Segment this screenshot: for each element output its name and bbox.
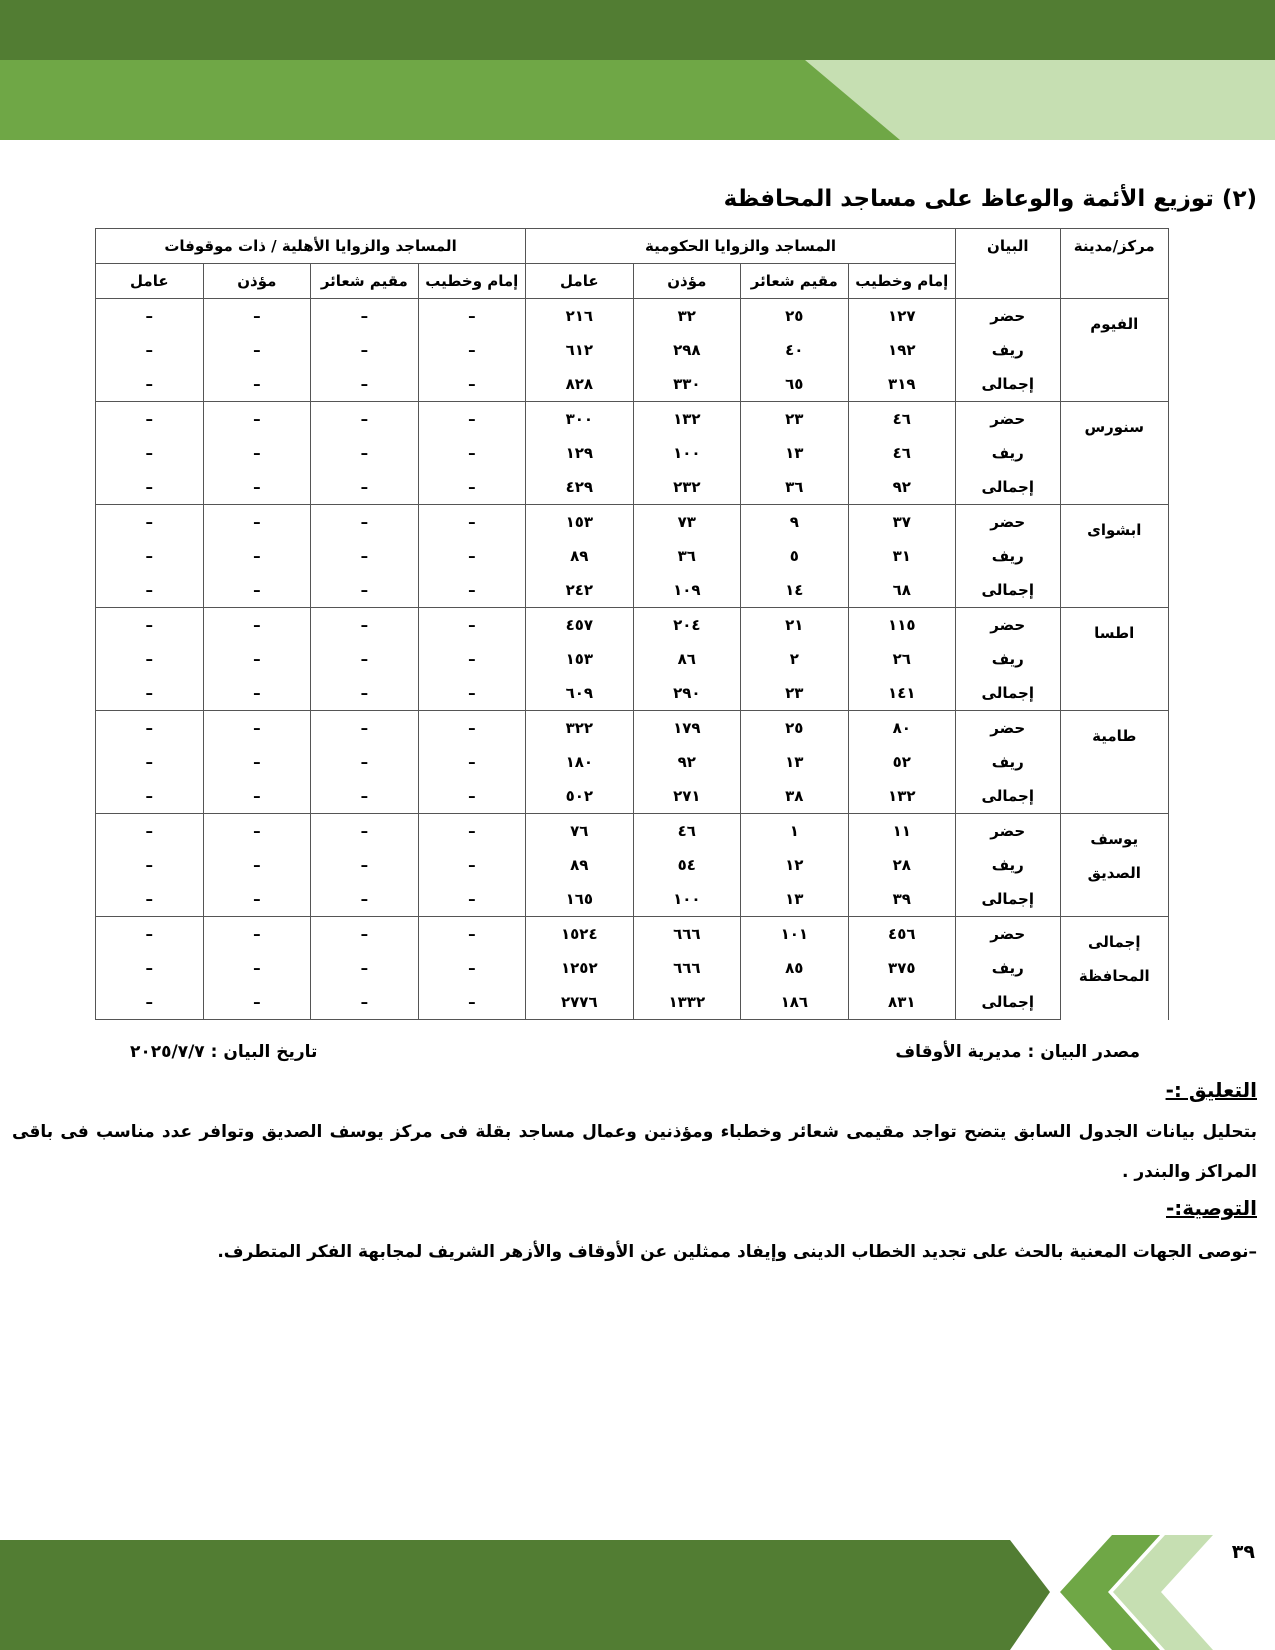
gov-value-cell: ٩٢ — [848, 470, 955, 505]
private-value-cell: – — [418, 470, 525, 505]
gov-value-cell: ٩ — [741, 505, 848, 540]
private-value-cell: – — [203, 951, 310, 985]
center-name-line: اطسا — [1094, 624, 1135, 642]
private-value-cell: – — [96, 848, 204, 882]
gov-value-cell: ٦٥ — [741, 367, 848, 402]
private-value-cell: – — [418, 779, 525, 814]
table-row — [96, 985, 1169, 1020]
row-label-cell: إجمالى — [956, 470, 1060, 505]
header-priv-muezzin: مؤذن — [203, 264, 310, 299]
private-value-cell: – — [203, 917, 310, 952]
table-row — [96, 436, 1169, 470]
data-date: تاريخ البيان : ٢٠٢٥/٧/٧ — [130, 1042, 318, 1062]
center-name-line: الصديق — [1087, 864, 1141, 882]
row-label-cell: ريف — [956, 745, 1060, 779]
gov-value-cell: ٥ — [741, 539, 848, 573]
table-row — [96, 848, 1169, 882]
header-banner — [0, 0, 1275, 140]
private-value-cell: – — [418, 711, 525, 746]
table-row — [96, 505, 1169, 540]
table-row — [96, 882, 1169, 917]
center-name-cell — [1060, 608, 1169, 711]
header-center: مركز/مدينة — [1060, 229, 1169, 299]
private-value-cell: – — [96, 608, 204, 643]
row-label-cell: إجمالى — [956, 367, 1060, 402]
private-value-cell: – — [418, 436, 525, 470]
header-gov-worker: عامل — [526, 264, 634, 299]
footer-banner — [0, 1535, 1275, 1650]
comment-heading: التعليق :- — [1165, 1078, 1257, 1102]
gov-value-cell: ٣٧ — [848, 505, 955, 540]
gov-value-cell: ٢١ — [741, 608, 848, 643]
gov-value-cell: ٥٤ — [633, 848, 740, 882]
gov-value-cell: ٣٣٠ — [633, 367, 740, 402]
gov-value-cell: ١٦٥ — [526, 882, 634, 917]
recommendation-heading: التوصية:- — [1166, 1196, 1257, 1220]
row-label-cell: إجمالى — [956, 985, 1060, 1020]
table-row — [96, 402, 1169, 437]
private-value-cell: – — [311, 814, 418, 849]
gov-value-cell: ٤٦ — [848, 402, 955, 437]
gov-value-cell: ٢١٦ — [526, 299, 634, 334]
gov-value-cell: ٢ — [741, 642, 848, 676]
private-value-cell: – — [311, 917, 418, 952]
gov-value-cell: ١٠٩ — [633, 573, 740, 608]
gov-value-cell: ١١ — [848, 814, 955, 849]
gov-value-cell: ٣٢٢ — [526, 711, 634, 746]
gov-value-cell: ٢٨ — [848, 848, 955, 882]
gov-value-cell: ٢٣ — [741, 676, 848, 711]
section-title: (٢) توزيع الأئمة والوعاظ على مساجد المحافظة — [723, 186, 1257, 212]
gov-value-cell: ٧٣ — [633, 505, 740, 540]
table-row — [96, 608, 1169, 643]
gov-value-cell: ٥٢ — [848, 745, 955, 779]
private-value-cell: – — [311, 573, 418, 608]
gov-value-cell: ١٣٣٢ — [633, 985, 740, 1020]
gov-value-cell: ٢٤٢ — [526, 573, 634, 608]
table-row — [96, 367, 1169, 402]
row-label-cell: حضر — [956, 711, 1060, 746]
private-value-cell: – — [418, 882, 525, 917]
private-value-cell: – — [311, 333, 418, 367]
private-value-cell: – — [418, 367, 525, 402]
gov-value-cell: ٢٩٨ — [633, 333, 740, 367]
gov-value-cell: ٤٦ — [848, 436, 955, 470]
private-value-cell: – — [311, 539, 418, 573]
private-value-cell: – — [418, 985, 525, 1020]
gov-value-cell: ١٢٩ — [526, 436, 634, 470]
row-label-cell: ريف — [956, 333, 1060, 367]
gov-value-cell: ١٠١ — [741, 917, 848, 952]
private-value-cell: – — [203, 436, 310, 470]
gov-value-cell: ١٣ — [741, 882, 848, 917]
table-row — [96, 917, 1169, 952]
header-government-group: المساجد والزوايا الحكومية — [526, 229, 956, 264]
gov-value-cell: ٦٦٦ — [633, 917, 740, 952]
private-value-cell: – — [203, 402, 310, 437]
header-private-group: المساجد والزوايا الأهلية / ذات موقوفات — [96, 229, 526, 264]
row-label-cell: إجمالى — [956, 573, 1060, 608]
private-value-cell: – — [96, 573, 204, 608]
gov-value-cell: ٣٦ — [741, 470, 848, 505]
row-label-cell: ريف — [956, 848, 1060, 882]
private-value-cell: – — [311, 402, 418, 437]
gov-value-cell: ٨٣١ — [848, 985, 955, 1020]
private-value-cell: – — [96, 470, 204, 505]
center-name-cell — [1060, 711, 1169, 814]
gov-value-cell: ١١٥ — [848, 608, 955, 643]
gov-value-cell: ٣٩ — [848, 882, 955, 917]
private-value-cell: – — [96, 676, 204, 711]
private-value-cell: – — [96, 882, 204, 917]
header-priv-imam: إمام وخطيب — [418, 264, 525, 299]
gov-value-cell: ٨٥ — [741, 951, 848, 985]
private-value-cell: – — [311, 608, 418, 643]
private-value-cell: – — [203, 711, 310, 746]
center-name-line: سنورس — [1084, 418, 1145, 436]
private-value-cell: – — [96, 299, 204, 334]
gov-value-cell: ١ — [741, 814, 848, 849]
table-row — [96, 539, 1169, 573]
private-value-cell: – — [203, 608, 310, 643]
private-value-cell: – — [96, 367, 204, 402]
header-statement: البيان — [956, 229, 1060, 299]
private-value-cell: – — [418, 814, 525, 849]
gov-value-cell: ٣١٩ — [848, 367, 955, 402]
gov-value-cell: ١٢٧ — [848, 299, 955, 334]
gov-value-cell: ٧٦ — [526, 814, 634, 849]
private-value-cell: – — [203, 814, 310, 849]
table-row — [96, 676, 1169, 711]
table-row — [96, 470, 1169, 505]
table-row — [96, 299, 1169, 334]
private-value-cell: – — [311, 779, 418, 814]
private-value-cell: – — [96, 814, 204, 849]
private-value-cell: – — [418, 539, 525, 573]
gov-value-cell: ١٧٩ — [633, 711, 740, 746]
row-label-cell: حضر — [956, 608, 1060, 643]
private-value-cell: – — [96, 333, 204, 367]
private-value-cell: – — [96, 402, 204, 437]
row-label-cell: حضر — [956, 299, 1060, 334]
data-source: مصدر البيان : مديرية الأوقاف — [895, 1042, 1140, 1062]
private-value-cell: – — [418, 642, 525, 676]
gov-value-cell: ٢٧٧٦ — [526, 985, 634, 1020]
page-number: ٣٩ — [1231, 1541, 1255, 1563]
row-label-cell: ريف — [956, 642, 1060, 676]
private-value-cell: – — [418, 505, 525, 540]
private-value-cell: – — [418, 573, 525, 608]
private-value-cell: – — [203, 985, 310, 1020]
table-row — [96, 642, 1169, 676]
table-row — [96, 573, 1169, 608]
private-value-cell: – — [311, 436, 418, 470]
gov-value-cell: ١٣ — [741, 436, 848, 470]
private-value-cell: – — [96, 917, 204, 952]
gov-value-cell: ٦٠٩ — [526, 676, 634, 711]
gov-value-cell: ١٤ — [741, 573, 848, 608]
private-value-cell: – — [418, 402, 525, 437]
row-label-cell: إجمالى — [956, 676, 1060, 711]
row-label-cell: حضر — [956, 505, 1060, 540]
private-value-cell: – — [311, 367, 418, 402]
private-value-cell: – — [203, 676, 310, 711]
private-value-cell: – — [203, 779, 310, 814]
gov-value-cell: ٦٨ — [848, 573, 955, 608]
private-value-cell: – — [418, 608, 525, 643]
private-value-cell: – — [311, 848, 418, 882]
private-value-cell: – — [418, 951, 525, 985]
private-value-cell: – — [311, 642, 418, 676]
center-name-line: يوسف — [1090, 830, 1139, 848]
gov-value-cell: ١٥٣ — [526, 642, 634, 676]
gov-value-cell: ٣٦ — [633, 539, 740, 573]
private-value-cell: – — [203, 745, 310, 779]
private-value-cell: – — [203, 470, 310, 505]
private-value-cell: – — [311, 711, 418, 746]
private-value-cell: – — [203, 848, 310, 882]
gov-value-cell: ٨٠ — [848, 711, 955, 746]
private-value-cell: – — [96, 951, 204, 985]
private-value-cell: – — [311, 745, 418, 779]
center-name-cell — [1060, 299, 1169, 402]
private-value-cell: – — [96, 436, 204, 470]
center-name-line: الفيوم — [1090, 315, 1139, 333]
row-label-cell: حضر — [956, 402, 1060, 437]
gov-value-cell: ٢٣٢ — [633, 470, 740, 505]
header-priv-worker: عامل — [96, 264, 204, 299]
private-value-cell: – — [311, 470, 418, 505]
gov-value-cell: ١٨٦ — [741, 985, 848, 1020]
distribution-table — [95, 228, 1169, 1020]
gov-value-cell: ٢٦ — [848, 642, 955, 676]
table-row — [96, 779, 1169, 814]
recommendation-text: –نوصى الجهات المعنية بالحث على تجديد الخطاب الدينى وإيفاد ممثلين عن الأوقاف والأزهر الشريف لمجابهة الفكر المتطرف. — [217, 1242, 1257, 1262]
row-label-cell: حضر — [956, 814, 1060, 849]
gov-value-cell: ٢٥ — [741, 711, 848, 746]
gov-value-cell: ١٣٢ — [848, 779, 955, 814]
gov-value-cell: ٤٢٩ — [526, 470, 634, 505]
gov-value-cell: ٣٢ — [633, 299, 740, 334]
comment-text: بتحليل بيانات الجدول السابق يتضح تواجد مقيمى شعائر وخطباء ومؤذنين وعمال مساجد بقلة فى مركز يوسف الصديق وتوافر عدد مناسب فى باقى المراكز والبندر . — [12, 1122, 1257, 1182]
private-value-cell: – — [311, 676, 418, 711]
gov-value-cell: ١٢ — [741, 848, 848, 882]
private-value-cell: – — [311, 882, 418, 917]
private-value-cell: – — [418, 745, 525, 779]
private-value-cell: – — [203, 299, 310, 334]
gov-value-cell: ٤٥٦ — [848, 917, 955, 952]
gov-value-cell: ٢٣ — [741, 402, 848, 437]
table-row — [96, 711, 1169, 746]
gov-value-cell: ١٣٢ — [633, 402, 740, 437]
gov-value-cell: ٨٢٨ — [526, 367, 634, 402]
gov-value-cell: ١٣ — [741, 745, 848, 779]
center-name-cell — [1060, 814, 1169, 917]
center-name-line: ابشواى — [1087, 521, 1142, 539]
gov-value-cell: ٣٠٠ — [526, 402, 634, 437]
private-value-cell: – — [418, 848, 525, 882]
row-label-cell: ريف — [956, 436, 1060, 470]
table-row — [96, 951, 1169, 985]
gov-value-cell: ٢٠٤ — [633, 608, 740, 643]
gov-value-cell: ٦٦٦ — [633, 951, 740, 985]
private-value-cell: – — [96, 985, 204, 1020]
gov-value-cell: ١٠٠ — [633, 436, 740, 470]
gov-value-cell: ٢٥ — [741, 299, 848, 334]
private-value-cell: – — [203, 367, 310, 402]
private-value-cell: – — [203, 333, 310, 367]
row-label-cell: إجمالى — [956, 779, 1060, 814]
gov-value-cell: ٤٠ — [741, 333, 848, 367]
private-value-cell: – — [418, 676, 525, 711]
private-value-cell: – — [203, 882, 310, 917]
header-priv-shaaer: مقيم شعائر — [311, 264, 418, 299]
private-value-cell: – — [203, 573, 310, 608]
private-value-cell: – — [311, 505, 418, 540]
row-label-cell: إجمالى — [956, 882, 1060, 917]
center-name-line: طامية — [1092, 727, 1137, 745]
gov-value-cell: ٣٧٥ — [848, 951, 955, 985]
header-gov-muezzin: مؤذن — [633, 264, 740, 299]
gov-value-cell: ٢٩٠ — [633, 676, 740, 711]
gov-value-cell: ٤٦ — [633, 814, 740, 849]
gov-value-cell: ٥٠٢ — [526, 779, 634, 814]
gov-value-cell: ٨٩ — [526, 848, 634, 882]
private-value-cell: – — [96, 779, 204, 814]
row-label-cell: حضر — [956, 917, 1060, 952]
source-line — [0, 1042, 1275, 1070]
gov-value-cell: ١٥٣ — [526, 505, 634, 540]
private-value-cell: – — [311, 951, 418, 985]
gov-value-cell: ٨٩ — [526, 539, 634, 573]
gov-value-cell: ١٢٥٢ — [526, 951, 634, 985]
gov-value-cell: ١٨٠ — [526, 745, 634, 779]
private-value-cell: – — [96, 642, 204, 676]
header-gov-shaaer: مقيم شعائر — [741, 264, 848, 299]
private-value-cell: – — [203, 505, 310, 540]
table-row — [96, 745, 1169, 779]
gov-value-cell: ٢٧١ — [633, 779, 740, 814]
gov-value-cell: ٣١ — [848, 539, 955, 573]
gov-value-cell: ٩٢ — [633, 745, 740, 779]
gov-value-cell: ٨٦ — [633, 642, 740, 676]
private-value-cell: – — [311, 299, 418, 334]
private-value-cell: – — [203, 642, 310, 676]
table-body — [96, 299, 1169, 1020]
table-row — [96, 814, 1169, 849]
gov-value-cell: ٤٥٧ — [526, 608, 634, 643]
gov-value-cell: ١٩٢ — [848, 333, 955, 367]
gov-value-cell: ١٠٠ — [633, 882, 740, 917]
private-value-cell: – — [203, 539, 310, 573]
gov-value-cell: ١٥٢٤ — [526, 917, 634, 952]
center-name-cell — [1060, 402, 1169, 505]
private-value-cell: – — [96, 745, 204, 779]
gov-value-cell: ٣٨ — [741, 779, 848, 814]
private-value-cell: – — [311, 985, 418, 1020]
private-value-cell: – — [418, 333, 525, 367]
table-row — [96, 333, 1169, 367]
private-value-cell: – — [96, 505, 204, 540]
row-label-cell: ريف — [956, 951, 1060, 985]
private-value-cell: – — [96, 539, 204, 573]
private-value-cell: – — [418, 299, 525, 334]
gov-value-cell: ٦١٢ — [526, 333, 634, 367]
row-label-cell: ريف — [956, 539, 1060, 573]
center-name-cell — [1060, 505, 1169, 608]
center-name-line: المحافظة — [1078, 967, 1150, 985]
header-gov-imam: إمام وخطيب — [848, 264, 955, 299]
center-name-cell — [1060, 917, 1169, 1020]
private-value-cell: – — [96, 711, 204, 746]
gov-value-cell: ١٤١ — [848, 676, 955, 711]
center-name-line: إجمالى — [1088, 933, 1141, 951]
private-value-cell: – — [418, 917, 525, 952]
